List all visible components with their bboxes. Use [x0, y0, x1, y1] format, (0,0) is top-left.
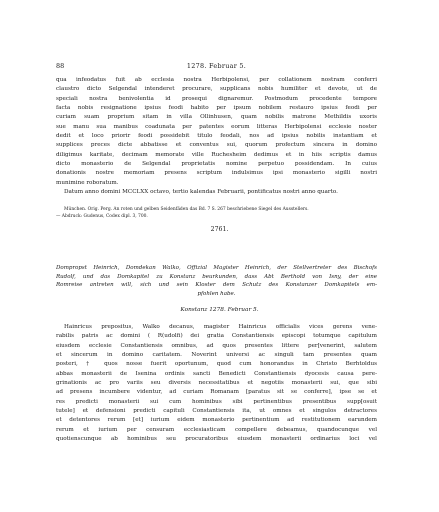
text-line: diligimus karitate, decimam memorate ville Ruchesheim dedimus et in hiis scriptis damus — [56, 151, 377, 158]
text-line: tutele] et defensioni predicti capituli Constantiensis ita, ut omnes et singulos detractores — [56, 408, 377, 415]
text-line: grinationis ac pro variis seu diversis necessitatibus et negotiis monasterii sui, que sibi — [56, 380, 377, 387]
text-line: dicto monasterio de Selgendal proprietatis nomine perpetuo possidendam. In cuius — [56, 161, 377, 168]
text-line: sue manu sua manibus coadunata per patentes eorum litteras Herbipolensi ecclesie noster — [56, 123, 377, 130]
text-line: posteri, † quos nosse fuerit oportunum, quod cum honorandus in Christo Berhtoldus — [56, 361, 377, 368]
running-title: 1278. Februar 5. — [186, 62, 247, 70]
document-number: 2761. — [210, 226, 229, 233]
text-line: ad presens incumbere videntur, ad curiam Romanam [paratus sit se conferre], ipse se et — [56, 389, 377, 396]
text-line: curiam suam proprium sitam in villa Ollinhusen, quam nobilis matrone Methildis uxoris — [56, 114, 377, 121]
text-line: supplices preces dicte abbatisse et conventus sui, quorum profectum sincera in domino — [56, 142, 377, 149]
text-line: abbas monasterii de Isenina ordinis sancti Benedicti Constantiensis dyocesis causa pere- — [56, 370, 377, 377]
text-line: facta nobis resignatione ipsius feodi habito per ipsum nobilem restauro ipsius feodi per — [56, 105, 377, 112]
text-line: Hainricus prepositus, Walko decanus, magister Hainricus officialis vices gerens vene- — [64, 324, 377, 330]
note-line: München. Orig. Perg. An roten und gelben Seidenfäden das Bd. 7 S. 267 beschriebene Siegel des Ausstellers. — [64, 207, 309, 212]
regest-line: Romreise antreten will, sich und sein Kloster dem Schutz des Konstanzer Domkapitels em- — [56, 282, 377, 289]
text-line: eiusdem ecclesie Constantiensis omnibus, ad quos presentes littere per[venerint, salutem — [56, 342, 377, 349]
text-line: munimine roboratum. — [56, 179, 119, 186]
note-line: — Abdruck: Gudenus, Codex dipl. 3, 700. — [56, 214, 148, 219]
text-line: claustro dicto Selgendal intenderet procurare, supplicans nobis humiliter et devote, ut de — [56, 86, 377, 93]
text-line: et sincerum in domino caritatem. Noverint universi ac singuli tam presentes quam — [56, 352, 377, 359]
running-header — [56, 62, 377, 72]
text-line: donationis nostre memoriam presens scriptum indulsimus ipsi monasterio sigilli nostri — [56, 170, 377, 177]
text-line: qua infeodatus fuit ab ecclesia nostra Herbipolensi, per collationem nostram conferri — [56, 77, 377, 83]
regest-line: Dompropst Heinrich, Domdekan Walko, Offizial Magister Heinrich, der Stellvertreter des Bischofs — [56, 265, 377, 271]
regest-line: Rudolf, und das Domkapitel zu Konstanz beurkunden, dass Abt Berthold von Isny, der eine — [56, 273, 377, 280]
place-date-line: Konstanz 1278. Februar 5. — [180, 307, 259, 313]
regest-summary — [56, 264, 377, 299]
charter-text — [56, 323, 377, 444]
page-number: 88 — [56, 62, 65, 70]
text-line: et detentores rerum [et] iurium eidem monasterio pertinentium ad restitutionem earundem — [56, 417, 377, 424]
datum-line: Datum anno domini MCCLXX octavo, tertio kalendas Februarii, pontificatus nostri anno quarto. — [64, 189, 338, 195]
archival-notes — [56, 206, 377, 220]
text-line: rabilis patris ac domini ( R(udolfi) dei gratia Constantiensis episcopi totumque capitulum — [56, 333, 377, 340]
text-line: dedit et loco priorir feodi possidebit titulo feodali, nos ad ipsius nobilis instantiam et — [56, 133, 377, 140]
text-line: quotienscunque ab hominibus seu procuratoribus eiusdem monasterii ordinarius loci vel — [56, 436, 377, 443]
charter-text-continued — [56, 76, 377, 188]
text-line: rerum et iurium per censuram ecclesiasticam compellere debeamus, quandocunque vel — [56, 426, 377, 433]
text-line: speciali nostra benivolentia id prosequi dignaremur. Postmodum procedente tempore — [56, 95, 377, 102]
text-line: res predicti monasterii sui cum hominibus sibi pertinentibus presentibus supp[osuit — [56, 398, 377, 405]
regest-line: pfohlen habe. — [197, 291, 236, 298]
